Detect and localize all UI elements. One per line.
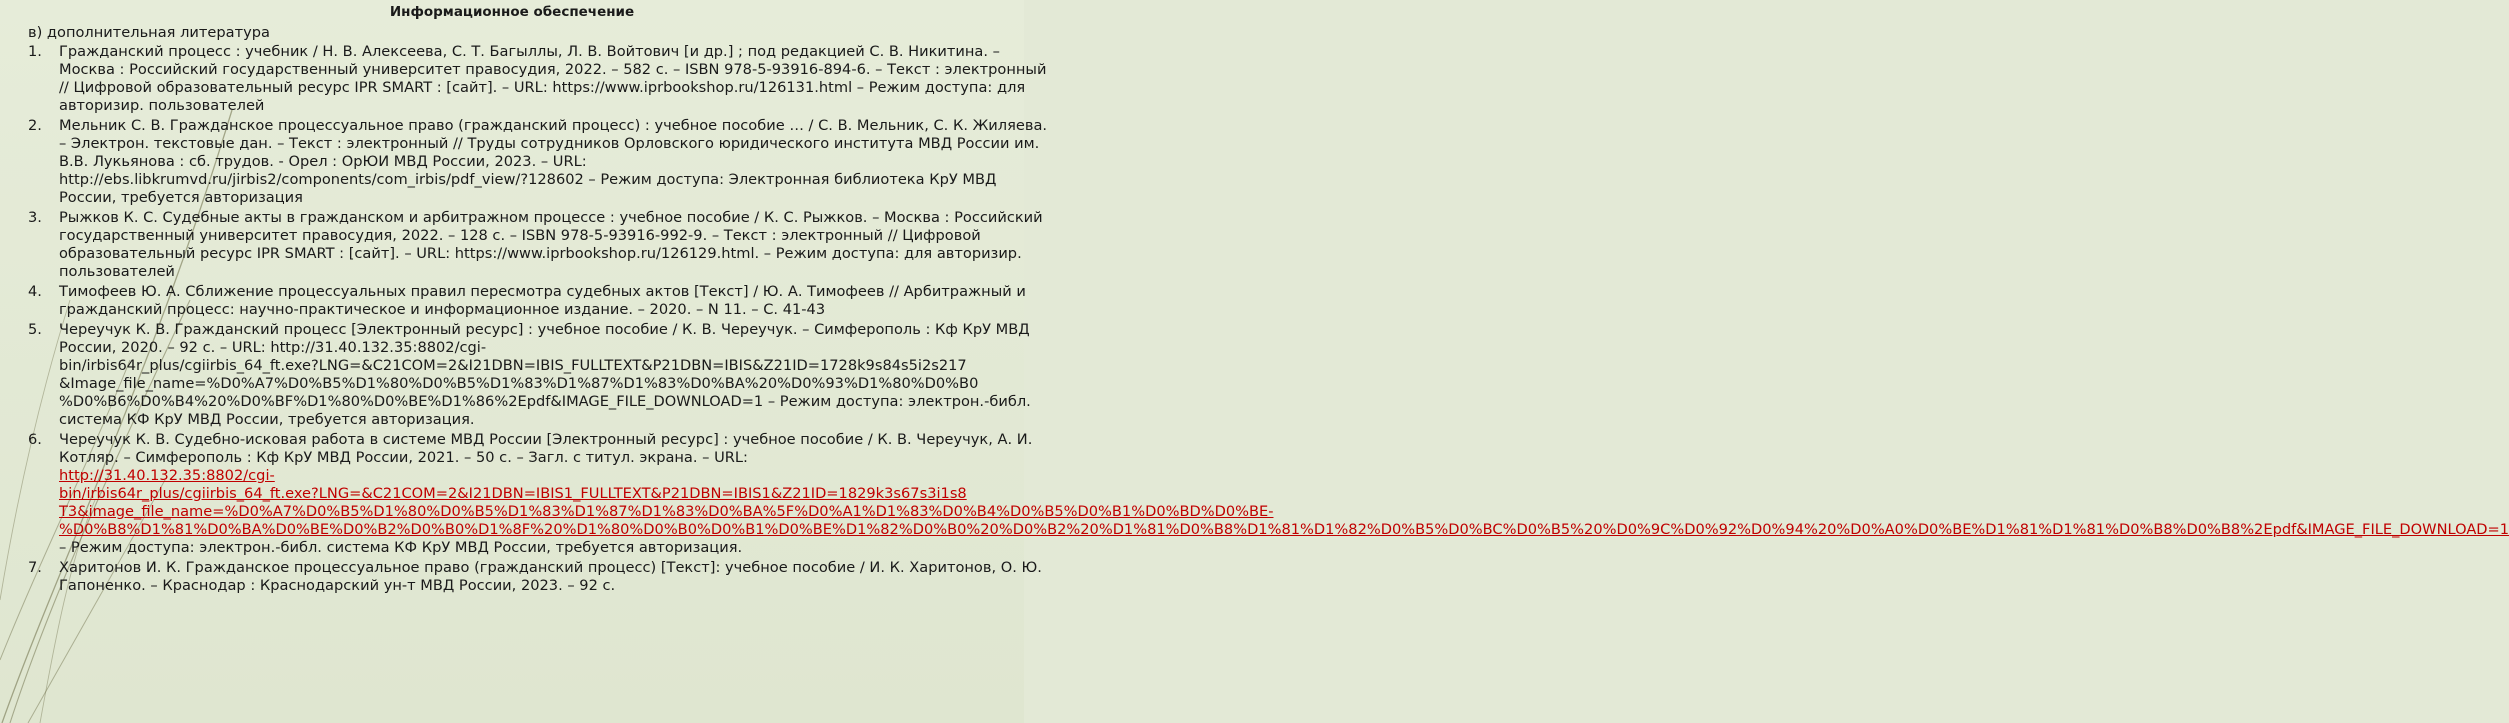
reference-number: 3. (28, 209, 42, 226)
reference-text: Череучук К. В. Судебно-исковая работа в системе МВД России [Электронный ресурс] : учебное пособие / К. В. Череучук, А. И. Котляр. – Симферополь : Кф КрУ МВД России, 2021. – 50 с. – Загл. с титул. экрана. – URL: (59, 431, 1033, 466)
reference-number: 5. (28, 321, 42, 338)
reference-item-7 (28, 559, 1058, 595)
reference-text: Тимофеев Ю. А. Сближение процессуальных правил пересмотра судебных актов [Текст] / Ю. А. Тимофеев // Арбитражный и гражданский процесс: научно-практическое и информационное издание. – 2020. – N 11. – С. 41-43 (59, 283, 1026, 318)
reference-text: Мельник С. В. Гражданское процессуальное право (гражданский процесс) : учебное пособие … / С. В. Мельник, С. К. Жиляева. – Электрон. текстовые дан. – Текст : электронный // Труды сотрудников Орловского юридического института МВД России им. В.В. Лукьянова : сб. трудов. - Орел : ОрЮИ МВД России, 2023. – URL: http://ebs.libkrumvd.ru/jirbis2/components/com_irbis/pdf_view/?128602 – Режим доступа: Электронная библиотека КрУ МВД России, требуется авторизация (59, 117, 1048, 206)
reference-url-link[interactable]: http://31.40.132.35:8802/cgi- bin/irbis64r_plus/cgiirbis_64_ft.exe?LNG=&C21COM=2&I21DBN=IBIS1_FULLTEXT&P21DBN=IBIS1&Z21ID=1829k3s67s3i1s8 T3&image_file_name=%D0%A7%D0%B5%D1%80%D0%B5%D1%83%D1%87%D1%83%D0%BA%5F%D0%A1%D1%83%D0%B4%D0%B5%D0%B1%D0%BD%D0%BE-%D0%B8%D1%81%D0%BA%D0%BE%D0%B2%D0%B0%D1%8F%20%D1%80%D0%B0%D0%B1%D0%BE%D1%82%D0%B0%20%D0%B2%20%D1%81%D0%B8%D1%81%D1%82%D0%B5%D0%BC%D0%B5%20%D0%9C%D0%92%D0%94%20%D0%A0%D0%BE%D1%81%D1%81%D0%B8%D0%B8%2Epdf&IMAGE_FILE_DOWNLOAD=1 (59, 467, 2509, 538)
reference-item-2 (28, 117, 1058, 207)
reference-text: Харитонов И. К. Гражданское процессуальное право (гражданский процесс) [Текст]: учебное пособие / И. К. Харитонов, О. Ю. Гапоненко. – Краснодар : Краснодарский ун-т МВД России, 2023. – 92 с. (59, 559, 1042, 594)
reference-content (28, 24, 2509, 597)
reference-text: Рыжков К. С. Судебные акты в гражданском и арбитражном процессе : учебное пособие / К. С. Рыжков. – Москва : Российский государственный университет правосудия, 2022. – 128 с. – ISBN 978-5-93916-992-9. – Текст : электронный // Цифровой образовательный ресурс IPR SMART : [сайт]. – URL: https://www.iprbookshop.ru/126129.html. – Режим доступа: для авторизир. пользователей (59, 209, 1043, 280)
reference-item-5 (28, 321, 1058, 429)
slide-title: Информационное обеспечение (389, 4, 635, 20)
reference-text: Гражданский процесс : учебник / Н. В. Алексеева, С. Т. Багыллы, Л. В. Войтович [и др.] ; под редакцией С. В. Никитина. – Москва : Российский государственный университет правосудия, 2022. – 582 с. – ISBN 978-5-93916-894-6. – Текст : электронный // Цифровой образовательный ресурс IPR SMART : [сайт]. – URL: https://www.iprbookshop.ru/126131.html – Режим доступа: для авторизир. пользователей (59, 43, 1047, 114)
reference-number: 4. (28, 283, 42, 300)
reference-number: 6. (28, 431, 42, 448)
reference-text-after: – Режим доступа: электрон.-библ. система КФ КрУ МВД России, требуется авторизация. (59, 539, 743, 556)
reference-item-3 (28, 209, 1058, 281)
reference-list (28, 43, 2509, 595)
reference-text: Череучук К. В. Гражданский процесс [Электронный ресурс] : учебное пособие / К. В. Череучук. – Симферополь : Кф КрУ МВД России, 2020. – 92 с. – URL: http://31.40.132.35:8802/cgi- bin/irbis64r_plus/cgiirbis_64_ft.exe?LNG=&C21COM=2&I21DBN=IBIS_FULLTEXT&P21DBN=IBIS&Z21ID=1728k9s84s5i2s217 &Image_file_name=%D0%A7%D0%B5%D1%80%D0%B5%D1%83%D1%87%D1%83%D0%BA%20%D0%93%D1%80%D0%B0 %D0%B6%D0%B4%20%D0%BF%D1%80%D0%BE%D1%86%2Epdf&IMAGE_FILE_DOWNLOAD=1 – Режим доступа: электрон.-библ. система КФ КрУ МВД России, требуется авторизация. (59, 321, 1031, 428)
reference-item-6 (28, 431, 2509, 557)
reference-number: 7. (28, 559, 42, 576)
reference-number: 1. (28, 43, 42, 60)
reference-item-1 (28, 43, 1058, 115)
section-subheading: в) дополнительная литература (28, 24, 270, 41)
reference-item-4 (28, 283, 1058, 319)
reference-number: 2. (28, 117, 42, 134)
